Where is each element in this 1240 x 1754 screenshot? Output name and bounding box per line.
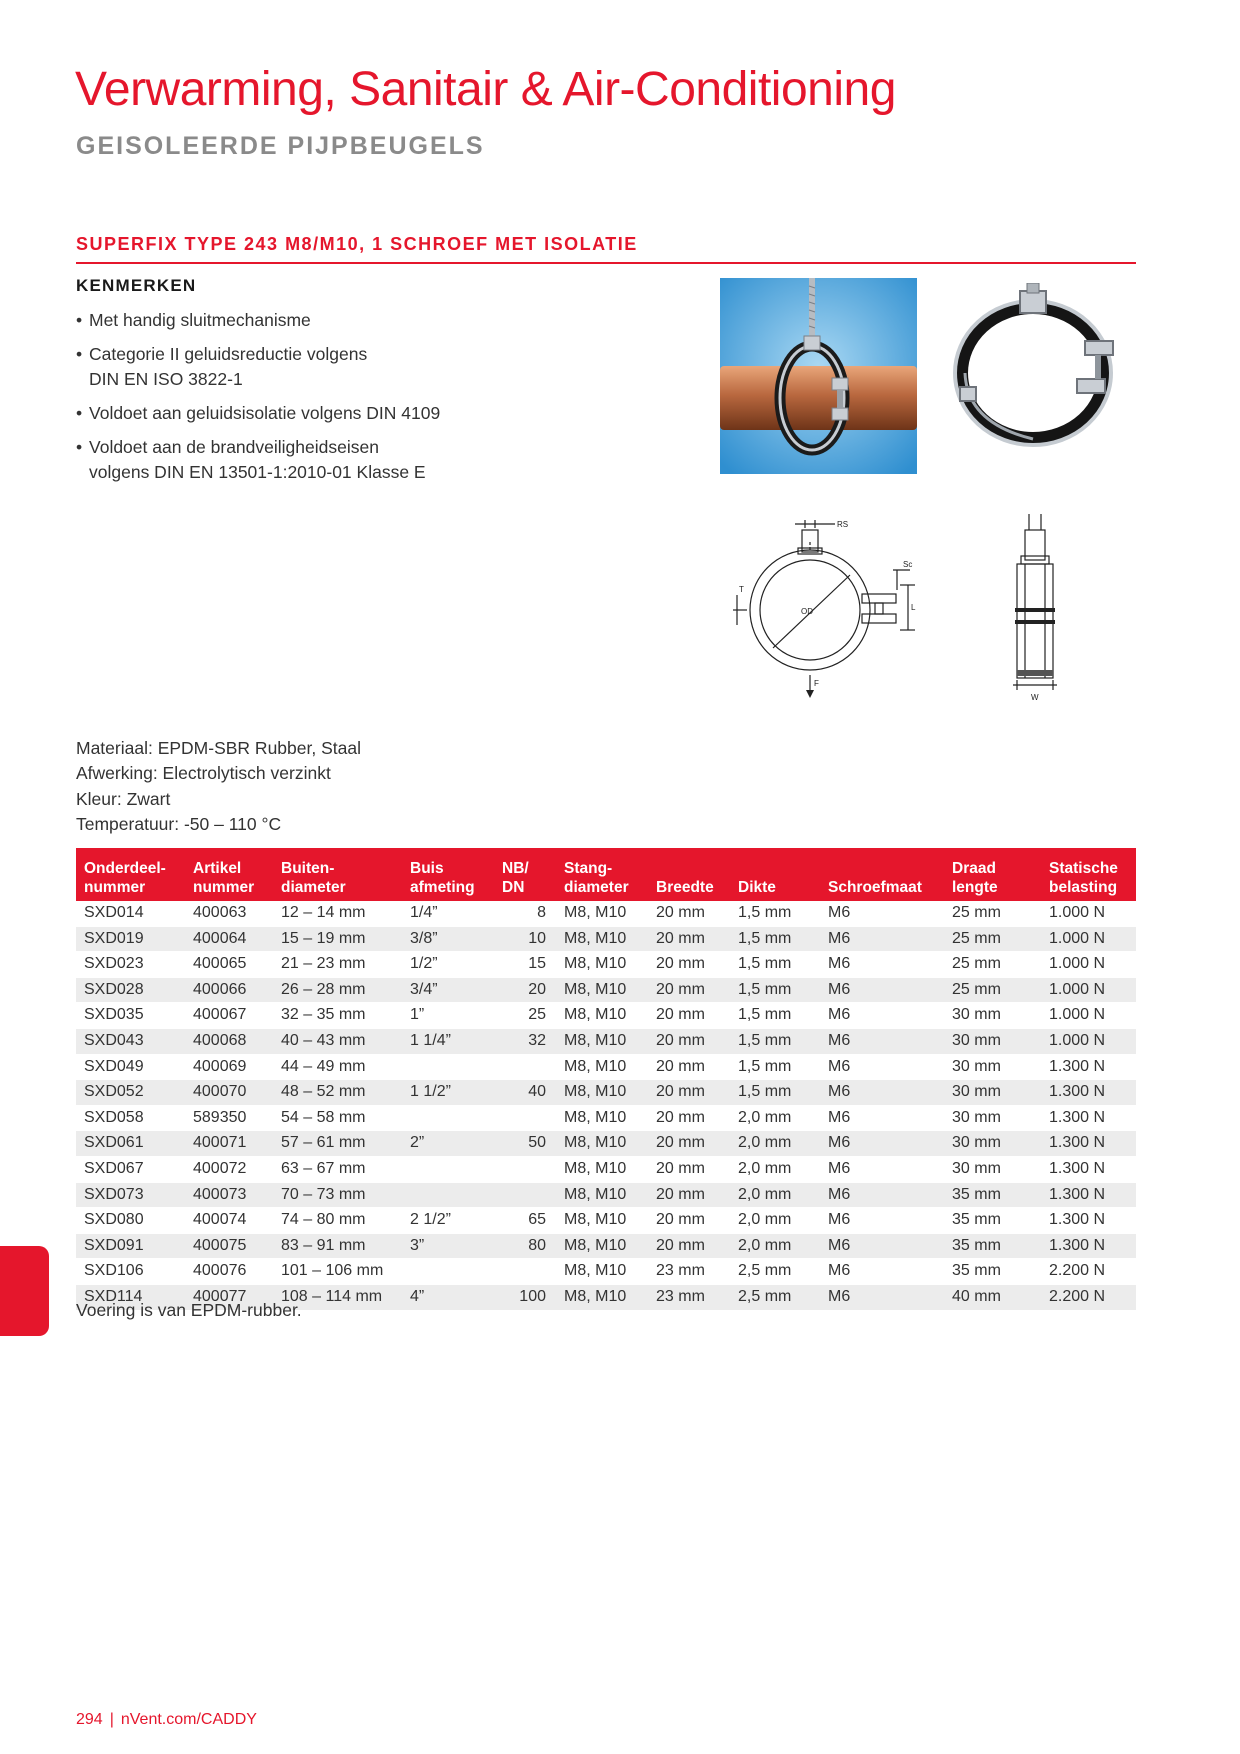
table-row — [76, 1105, 1136, 1131]
feature-text-continued: volgens DIN EN 13501-1:2010-01 Klasse E — [89, 462, 426, 482]
table-cell: 1.300 N — [1041, 1105, 1136, 1131]
table-cell: 400075 — [185, 1233, 273, 1259]
feature-text: Voldoet aan geluidsisolatie volgens DIN 4109 — [89, 403, 441, 423]
page-number: 294 — [76, 1711, 103, 1728]
material-specs — [76, 736, 361, 837]
table-cell: 1,5 mm — [730, 1028, 820, 1054]
table-cell: 1.000 N — [1041, 901, 1136, 926]
table-cell: 20 mm — [648, 926, 730, 952]
table-cell: 20 mm — [648, 1080, 730, 1106]
table-cell — [402, 1054, 494, 1080]
column-header: Stang- diameter — [556, 848, 648, 901]
table-cell: 8 — [494, 901, 556, 926]
table-cell: 2,0 mm — [730, 1131, 820, 1157]
table-cell: 1.000 N — [1041, 1028, 1136, 1054]
table-cell: 54 – 58 mm — [273, 1105, 402, 1131]
table-cell: 2,5 mm — [730, 1284, 820, 1310]
table-row — [76, 1208, 1136, 1234]
table-cell — [494, 1259, 556, 1285]
table-cell: 1/2” — [402, 952, 494, 978]
page-footer — [76, 1711, 257, 1729]
table-cell — [494, 1054, 556, 1080]
pipe-clamp-photo — [720, 278, 917, 474]
table-cell: 20 mm — [648, 1208, 730, 1234]
table-cell: M6 — [820, 1028, 944, 1054]
product-title: SUPERFIX TYPE 243 M8/M10, 1 SCHROEF MET ISOLATIE — [76, 234, 638, 254]
table-cell: 2.200 N — [1041, 1259, 1136, 1285]
table-row — [76, 977, 1136, 1003]
table-cell: M6 — [820, 1105, 944, 1131]
table-cell: SXD061 — [76, 1131, 185, 1157]
table-cell: 20 mm — [648, 952, 730, 978]
table-row — [76, 1233, 1136, 1259]
table-cell: M8, M10 — [556, 1259, 648, 1285]
table-cell: M8, M10 — [556, 1284, 648, 1310]
table-cell: 12 – 14 mm — [273, 901, 402, 926]
table-cell: M8, M10 — [556, 1182, 648, 1208]
table-cell: 1 1/4” — [402, 1028, 494, 1054]
table-cell: 3” — [402, 1233, 494, 1259]
table-cell: 108 – 114 mm — [273, 1284, 402, 1310]
table-cell: 26 – 28 mm — [273, 977, 402, 1003]
table-cell: 30 mm — [944, 1003, 1041, 1029]
bullet-icon: • — [76, 403, 83, 423]
column-header: Buiten- diameter — [273, 848, 402, 901]
table-row — [76, 952, 1136, 978]
table-cell: 589350 — [185, 1105, 273, 1131]
table-cell: 40 — [494, 1080, 556, 1106]
finish-line: Afwerking: Electrolytisch verzinkt — [76, 763, 331, 784]
section-divider — [76, 262, 1136, 264]
table-cell: 400067 — [185, 1003, 273, 1029]
table-cell: 25 mm — [944, 901, 1041, 926]
table-cell: 32 — [494, 1028, 556, 1054]
table-cell: 4” — [402, 1284, 494, 1310]
f-label: F — [814, 679, 819, 688]
table-cell — [494, 1105, 556, 1131]
table-cell: 20 mm — [648, 1003, 730, 1029]
table-cell: 1.300 N — [1041, 1080, 1136, 1106]
table-cell: M6 — [820, 1233, 944, 1259]
table-cell: 1,5 mm — [730, 952, 820, 978]
table-cell: M8, M10 — [556, 1233, 648, 1259]
table-cell: 44 – 49 mm — [273, 1054, 402, 1080]
table-cell: 63 – 67 mm — [273, 1156, 402, 1182]
table-cell — [402, 1259, 494, 1285]
table-cell: M6 — [820, 926, 944, 952]
feature-text: Voldoet aan de brandveiligheidseisen — [89, 437, 379, 457]
table-cell: 1.000 N — [1041, 1003, 1136, 1029]
table-cell — [494, 1156, 556, 1182]
table-cell: 1.300 N — [1041, 1208, 1136, 1234]
table-cell: 400065 — [185, 952, 273, 978]
table-cell: 400066 — [185, 977, 273, 1003]
table-cell: M8, M10 — [556, 1054, 648, 1080]
table-cell: 400074 — [185, 1208, 273, 1234]
table-cell: M8, M10 — [556, 1208, 648, 1234]
table-cell: 400077 — [185, 1284, 273, 1310]
table-cell: SXD058 — [76, 1105, 185, 1131]
table-cell: M6 — [820, 1208, 944, 1234]
table-header-row — [76, 848, 1136, 901]
table-cell: 32 – 35 mm — [273, 1003, 402, 1029]
table-cell: 1.000 N — [1041, 952, 1136, 978]
table-cell: 23 mm — [648, 1284, 730, 1310]
table-cell: 20 mm — [648, 1105, 730, 1131]
table-cell: 74 – 80 mm — [273, 1208, 402, 1234]
table-cell: 2,0 mm — [730, 1156, 820, 1182]
front-view-drawing — [725, 510, 920, 705]
table-cell: M6 — [820, 1259, 944, 1285]
table-row — [76, 1028, 1136, 1054]
table-cell: 40 – 43 mm — [273, 1028, 402, 1054]
table-row — [76, 1131, 1136, 1157]
table-cell: 2,0 mm — [730, 1208, 820, 1234]
table-cell: 20 mm — [648, 1131, 730, 1157]
od-label: OD — [801, 607, 813, 616]
table-cell: 2,0 mm — [730, 1233, 820, 1259]
table-cell: M8, M10 — [556, 952, 648, 978]
table-cell: 30 mm — [944, 1028, 1041, 1054]
feature-item — [76, 308, 636, 333]
table-row — [76, 1259, 1136, 1285]
table-cell: 400069 — [185, 1054, 273, 1080]
table-row — [76, 1003, 1136, 1029]
table-cell: 57 – 61 mm — [273, 1131, 402, 1157]
bullet-icon: • — [76, 310, 83, 330]
table-cell: 1,5 mm — [730, 926, 820, 952]
color-line: Kleur: Zwart — [76, 788, 171, 809]
table-cell: 1.000 N — [1041, 926, 1136, 952]
table-cell: 35 mm — [944, 1182, 1041, 1208]
table-cell: 30 mm — [944, 1156, 1041, 1182]
sc-label: Sc — [903, 560, 913, 569]
table-row — [76, 1156, 1136, 1182]
table-cell — [402, 1156, 494, 1182]
table-cell: 1,5 mm — [730, 1080, 820, 1106]
table-cell: 30 mm — [944, 1105, 1041, 1131]
table-cell: SXD043 — [76, 1028, 185, 1054]
table-cell: M6 — [820, 1080, 944, 1106]
table-row — [76, 1182, 1136, 1208]
table-cell: M6 — [820, 1156, 944, 1182]
bullet-icon: • — [76, 437, 83, 457]
table-cell: M8, M10 — [556, 1131, 648, 1157]
table-cell: 400071 — [185, 1131, 273, 1157]
column-header: Statische belasting — [1041, 848, 1136, 901]
table-cell: SXD019 — [76, 926, 185, 952]
table-cell: 21 – 23 mm — [273, 952, 402, 978]
table-cell: 400064 — [185, 926, 273, 952]
table-cell: SXD028 — [76, 977, 185, 1003]
table-cell: 35 mm — [944, 1259, 1041, 1285]
side-view-drawing — [995, 510, 1075, 705]
table-cell: 400068 — [185, 1028, 273, 1054]
feature-item — [76, 435, 636, 485]
table-cell: 50 — [494, 1131, 556, 1157]
table-cell: SXD091 — [76, 1233, 185, 1259]
table-cell: 2,5 mm — [730, 1259, 820, 1285]
column-header: Draad lengte — [944, 848, 1041, 901]
table-cell: 3/4” — [402, 977, 494, 1003]
table-cell: M6 — [820, 1054, 944, 1080]
table-cell: 1,5 mm — [730, 1054, 820, 1080]
column-header: Buis afmeting — [402, 848, 494, 901]
page-title: Verwarming, Sanitair & Air-Conditioning — [75, 63, 896, 116]
table-cell: M8, M10 — [556, 1105, 648, 1131]
table-cell: 1.300 N — [1041, 1054, 1136, 1080]
table-cell: 2 1/2” — [402, 1208, 494, 1234]
table-cell: 20 mm — [648, 1233, 730, 1259]
table-row — [76, 926, 1136, 952]
page-subtitle: GEISOLEERDE PIJPBEUGELS — [76, 132, 485, 160]
table-cell: 20 mm — [648, 1028, 730, 1054]
table-cell: SXD067 — [76, 1156, 185, 1182]
table-cell: M8, M10 — [556, 1003, 648, 1029]
table-cell: 30 mm — [944, 1054, 1041, 1080]
table-cell: SXD080 — [76, 1208, 185, 1234]
temperature-line: Temperatuur: -50 – 110 °C — [76, 813, 282, 834]
table-cell: 15 — [494, 952, 556, 978]
table-cell: 25 mm — [944, 977, 1041, 1003]
table-cell: 1.300 N — [1041, 1182, 1136, 1208]
table-cell: 83 – 91 mm — [273, 1233, 402, 1259]
table-row — [76, 1080, 1136, 1106]
feature-item — [76, 401, 636, 426]
table-cell: 1.300 N — [1041, 1131, 1136, 1157]
bullet-icon: • — [76, 344, 83, 364]
table-cell: 30 mm — [944, 1080, 1041, 1106]
table-cell: 2,0 mm — [730, 1105, 820, 1131]
table-cell: M6 — [820, 901, 944, 926]
table-cell: 20 mm — [648, 977, 730, 1003]
table-cell: 48 – 52 mm — [273, 1080, 402, 1106]
table-cell: 400063 — [185, 901, 273, 926]
table-cell: 3/8” — [402, 926, 494, 952]
table-cell: SXD049 — [76, 1054, 185, 1080]
table-cell: SXD106 — [76, 1259, 185, 1285]
column-header: Onderdeel- nummer — [76, 848, 185, 901]
table-cell: 65 — [494, 1208, 556, 1234]
table-cell: 20 mm — [648, 1156, 730, 1182]
column-header: Dikte — [730, 848, 820, 901]
table-cell: 400073 — [185, 1182, 273, 1208]
table-cell — [402, 1105, 494, 1131]
table-cell: M6 — [820, 1182, 944, 1208]
table-cell: 400070 — [185, 1080, 273, 1106]
table-cell: 35 mm — [944, 1208, 1041, 1234]
chapter-tab — [0, 1246, 49, 1336]
table-cell: SXD014 — [76, 901, 185, 926]
table-cell: M8, M10 — [556, 1080, 648, 1106]
table-row — [76, 1054, 1136, 1080]
column-header: Breedte — [648, 848, 730, 901]
table-cell: 1” — [402, 1003, 494, 1029]
column-header: NB/ DN — [494, 848, 556, 901]
table-cell: 70 – 73 mm — [273, 1182, 402, 1208]
table-cell: 2.200 N — [1041, 1284, 1136, 1310]
l-label: L — [911, 603, 916, 612]
material-line: Materiaal: EPDM-SBR Rubber, Staal — [76, 738, 361, 758]
table-cell: 1/4” — [402, 901, 494, 926]
w-label: W — [1031, 693, 1039, 702]
table-cell: M6 — [820, 1003, 944, 1029]
table-cell: SXD052 — [76, 1080, 185, 1106]
table-cell — [402, 1182, 494, 1208]
table-cell: 1,5 mm — [730, 901, 820, 926]
table-cell — [494, 1182, 556, 1208]
feature-text: Met handig sluitmechanisme — [89, 310, 311, 330]
table-cell: M6 — [820, 952, 944, 978]
pipe-clamp-product-photo — [945, 283, 1125, 453]
table-row — [76, 901, 1136, 926]
table-cell: 1,5 mm — [730, 1003, 820, 1029]
table-cell: M8, M10 — [556, 901, 648, 926]
table-cell: M6 — [820, 1131, 944, 1157]
feature-text: Categorie II geluidsreductie volgens — [89, 344, 368, 364]
feature-text-continued: DIN EN ISO 3822-1 — [89, 369, 243, 389]
table-cell: SXD035 — [76, 1003, 185, 1029]
table-cell: 20 mm — [648, 901, 730, 926]
table-cell: 20 mm — [648, 1182, 730, 1208]
table-cell: 80 — [494, 1233, 556, 1259]
table-cell: 25 — [494, 1003, 556, 1029]
table-cell: M8, M10 — [556, 1156, 648, 1182]
table-cell: 25 mm — [944, 952, 1041, 978]
table-cell: 101 – 106 mm — [273, 1259, 402, 1285]
table-cell: 400076 — [185, 1259, 273, 1285]
features-heading: KENMERKEN — [76, 276, 197, 295]
table-cell: 20 — [494, 977, 556, 1003]
table-cell: 1.000 N — [1041, 977, 1136, 1003]
table-cell: 1.300 N — [1041, 1156, 1136, 1182]
table-cell: M8, M10 — [556, 977, 648, 1003]
footer-separator: | — [109, 1711, 114, 1728]
table-cell: SXD023 — [76, 952, 185, 978]
table-cell: M8, M10 — [556, 926, 648, 952]
column-header: Artikel nummer — [185, 848, 273, 901]
table-cell: 1,5 mm — [730, 977, 820, 1003]
table-cell: 10 — [494, 926, 556, 952]
product-table — [76, 848, 1136, 1311]
features-list — [76, 308, 636, 494]
table-cell: 30 mm — [944, 1131, 1041, 1157]
website-link[interactable]: nVent.com/CADDY — [120, 1711, 257, 1728]
table-cell: 25 mm — [944, 926, 1041, 952]
table-cell: M8, M10 — [556, 1028, 648, 1054]
table-cell: M6 — [820, 977, 944, 1003]
table-cell: 2” — [402, 1131, 494, 1157]
table-cell: SXD114 — [76, 1284, 185, 1310]
table-cell: 20 mm — [648, 1054, 730, 1080]
table-cell: 1.300 N — [1041, 1233, 1136, 1259]
table-cell: 1 1/2” — [402, 1080, 494, 1106]
table-cell: 40 mm — [944, 1284, 1041, 1310]
table-footnote: Voering is van EPDM-rubber. — [76, 1300, 302, 1320]
table-cell: 15 – 19 mm — [273, 926, 402, 952]
table-cell: 2,0 mm — [730, 1182, 820, 1208]
column-header: Schroefmaat — [820, 848, 944, 901]
table-cell: 400072 — [185, 1156, 273, 1182]
table-cell: 35 mm — [944, 1233, 1041, 1259]
table-cell: M6 — [820, 1284, 944, 1310]
table-cell: SXD073 — [76, 1182, 185, 1208]
rs-label: RS — [837, 520, 849, 529]
table-cell: 23 mm — [648, 1259, 730, 1285]
t-label: T — [739, 585, 744, 594]
feature-item — [76, 342, 636, 392]
table-cell: 100 — [494, 1284, 556, 1310]
